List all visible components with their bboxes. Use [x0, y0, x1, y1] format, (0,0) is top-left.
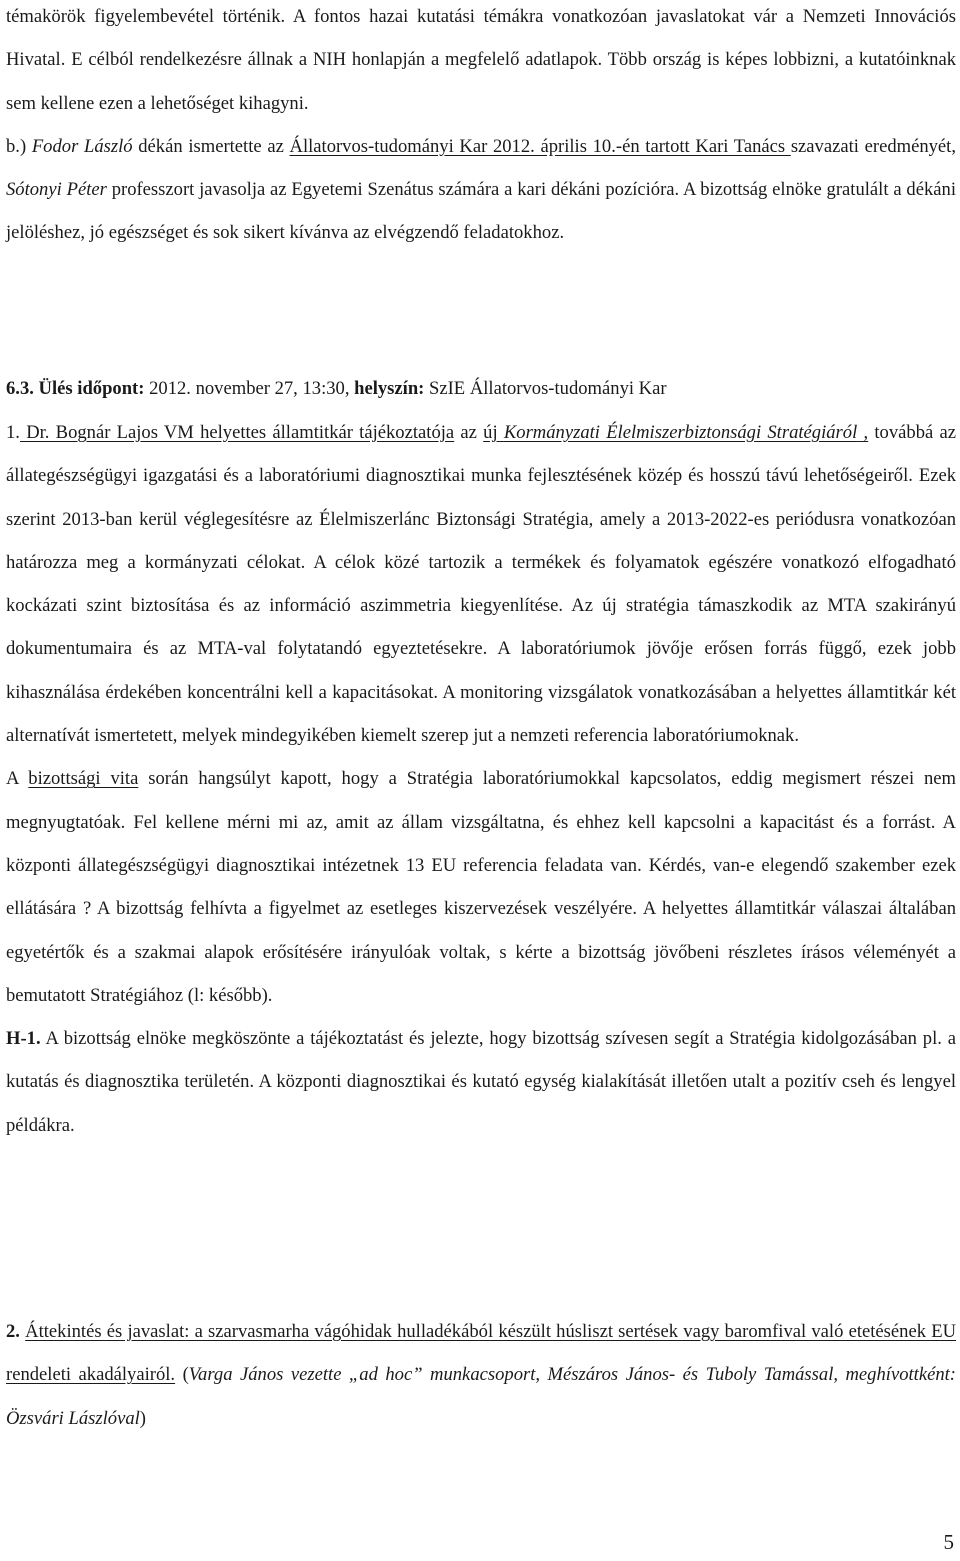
meeting-place: SzIE Állatorvos-tudományi Kar: [424, 378, 667, 399]
text: A bizottság elnöke megköszönte a tájékoztatást és jelezte, hogy bizottság szívesen segít a Stratégia kidolgozásában pl. a kutatás és diagnosztika területén. A központi diagnosztikai és kutató egység kialakítását illetően utalt a pozitív cseh és lengyel példákra.: [6, 1028, 956, 1136]
paragraph-h1: [6, 1017, 956, 1147]
faculty-council-link[interactable]: Állatorvos-tudományi Kar 2012. április 10.-én tartott Kari Tanács: [289, 135, 791, 157]
text: ): [139, 1407, 146, 1429]
paragraph-strategy: [6, 411, 956, 757]
person-name-2: Sótonyi Péter: [6, 179, 107, 201]
meeting-date-label: Ülés időpont:: [38, 378, 145, 399]
item-1: [6, 411, 956, 1147]
paragraph-debate: [6, 757, 956, 1017]
person-name: Fodor László: [31, 135, 133, 157]
text: professzort javasolja az Egyetemi Szenátus számára a kari dékáni pozícióra. A bizottság elnöke gratulált a dékáni jelöléshez, jó egészséget és sok sikert kívánva az elvégzendő feladatokhoz.: [6, 179, 956, 244]
review-link[interactable]: Áttekintés és javaslat: a szarvasmarha vágóhidak hulladékából készült húsliszt sertések vagy baromfival való etetésének EU rendeleti akadályairól.: [6, 1321, 956, 1386]
meeting-date: 2012. november 27, 13:30: [144, 378, 345, 399]
strategy-title: Kormányzati Élelmiszerbiztonsági Stratégiáról: [503, 422, 858, 443]
resolution-label: H-1.: [6, 1028, 41, 1050]
section-number: 6.3.: [6, 378, 34, 399]
item-number-2: 2.: [6, 1321, 20, 1342]
text: (: [175, 1364, 189, 1386]
text: dékán ismertette az: [132, 135, 290, 157]
section-heading: 6.3. Ülés időpont: 2012. november 27, 13:30, helyszín: SzIE Állatorvos-tudományi Kar: [6, 378, 667, 399]
working-group: Varga János vezette „ad hoc” munkacsoport, Mészáros János- és Tuboly Tamással, meghívottként: Özsvári Lászlóval: [6, 1364, 956, 1429]
text: során hangsúlyt kapott, hogy a Stratégia laboratóriumokkal kapcsolatos, eddig megismert részei nem megnyugtatóak. Fel kellene mérni mi az, amit az állam vizsgáltatna, és ehhez kell kapcsolni a kapacitást és a forrást. A központi állategészségügyi diagnosztikai intézetnek 13 EU referencia feladata van. Kérdés, van-e elegendő szakember ezek ellátására ? A bizottság felhívta a figyelmet az esetleges kiszervezések veszélyére. A helyettes államtitkár válaszai általában egyetértők és a szakmai alapok erősítésére irányulóak voltak, s kérte a bizottság jövőbeni részletes írásos véleményét a bemutatott Stratégiához (l: később).: [6, 768, 956, 1006]
meeting-place-label: helyszín:: [354, 378, 425, 399]
text: továbbá az állategészségügyi igazgatási és a laboratóriumi diagnosztikai munka fejlesztésének közép és hosszú távú lehetőségeiről. Ezek szerint 2013-ban kerül véglegesítésre az Élelmiszerlánc Biztonsági Stratégia, amely a 2013-2022-es periódusra vonatkozóan határozza meg a kormányzati célokat. A célok közé tartozik a termékek és folyamatok egészére vonatkozó elfogadható kockázati szint biztosítása és az információ aszimmetria kiegyenlítése. Az új stratégia támaszkodik az MTA szakirányú dokumentumaira és az MTA-val folytatandó egyeztetésekre. A laboratóriumok jövője erősen forrás függő, ezek jobb kihasználása érdekében koncentrálni kell a kapacitásokat. A monitoring vizsgálatok vonatkozásában a helyettes államtitkár két alternatívát ismertetett, melyek mindegyikében kiemelt szerep jut a nemzeti referencia laboratóriumoknak.: [6, 422, 957, 747]
briefing-link[interactable]: Dr. Bognár Lajos VM helyettes államtitkár tájékoztatója: [19, 422, 455, 443]
paragraph-dean: [6, 125, 956, 255]
page-number: 5: [943, 1530, 954, 1554]
item-number: 1.: [6, 422, 20, 443]
item-2: [6, 1310, 956, 1440]
paragraph-nih: témakörök figyelembevétel történik. A fontos hazai kutatási témákra vonatkozóan javaslatokat vár a Nemzeti Innovációs Hivatal. E célból rendelkezésre állnak a NIH honlapján a megfelelő adatlapok. Több ország is képes lobbizni, a kutatóinknak sem kellene ezen a lehetőséget kihagyni.: [6, 6, 956, 114]
top-block: [6, 0, 956, 255]
text: új: [483, 422, 504, 443]
text: A: [6, 768, 29, 790]
text: az: [454, 422, 484, 443]
paragraph-meat-meal: [6, 1310, 956, 1440]
text: ,: [857, 422, 869, 443]
text: szavazati eredményét,: [790, 135, 956, 157]
strategy-link[interactable]: [483, 422, 868, 443]
item-label-b: b.): [6, 135, 27, 157]
committee-debate-link[interactable]: bizottsági vita: [28, 768, 139, 790]
